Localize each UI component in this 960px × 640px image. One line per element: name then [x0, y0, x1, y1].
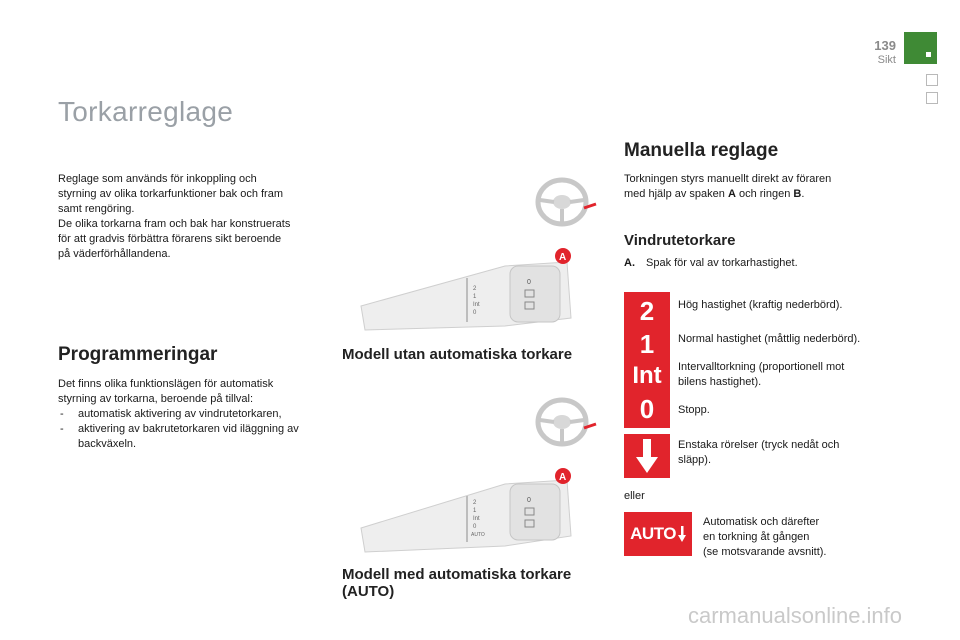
tab-square-icon [926, 52, 931, 57]
intro-text: Reglage som används för inkoppling och styrning av olika torkarfunktioner bak och fram samt rengöring. De olika torkarna fram och bak har konstruerats för att gradvis förbättra förarens sikt beroende på väderförhållandena. [58, 173, 291, 260]
page-title: Torkarreglage [58, 96, 234, 127]
section-name: Sikt [877, 54, 896, 66]
section-tab-empty[interactable] [926, 74, 938, 86]
lever-mark: 1 [473, 508, 477, 514]
manual-heading: Manuella reglage [624, 140, 779, 161]
speed-symbol: Int [632, 362, 662, 390]
speed-symbol: 1 [639, 328, 655, 359]
list-item: - aktivering av bakrutetorkaren vid iläggning av backväxeln. [58, 422, 328, 452]
speed-2-text: Hög hastighet (kraftig nederbörd). [678, 299, 843, 311]
callout-a: A [559, 472, 567, 483]
lever-mark: 0 [473, 524, 477, 530]
speed-symbol: 0 [639, 393, 655, 424]
section-tab-empty[interactable] [926, 92, 938, 104]
lever-mark-auto: AUTO [471, 532, 485, 538]
lever1-caption: Modell utan automatiska torkare [342, 346, 573, 363]
speed-0-text: Stopp. [678, 404, 710, 416]
speed-int-text: Intervalltorkning (proportionell mot bilens hastighet). [678, 361, 845, 388]
ring-mark: 0 [527, 497, 531, 504]
wiper-lever-illustration [355, 248, 595, 338]
lever-mark: 2 [473, 500, 477, 506]
single-wipe-symbol [624, 434, 670, 478]
programming-text: Det finns olika funktionslägen för automatisk styrning av torkarna, beroende på tillval: - automatisk aktivering av vindrutetorkaren, - aktivering av bakrutetorkaren vid iläggning av backväxeln. [58, 377, 328, 452]
manual-text: Torkningen styrs manuellt direkt av föraren med hjälp av spaken A och ringen B. [624, 173, 832, 200]
lever2-caption: Modell med automatiska torkare (AUTO) [342, 566, 572, 600]
lever-mark: 2 [473, 286, 477, 292]
ring-mark: 0 [527, 279, 531, 286]
arrow-down-icon [678, 526, 686, 542]
lever-a-description: Spak för val av torkarhastighet. [646, 257, 798, 269]
single-wipe-text: Enstaka rörelser (tryck nedåt och släpp). [678, 439, 840, 466]
speed-symbol: 2 [639, 296, 655, 326]
or-text: eller [624, 490, 645, 502]
auto-symbol: AUTO [624, 512, 692, 556]
arrow-down-icon [636, 439, 658, 473]
callout-a: A [559, 252, 567, 263]
programming-heading: Programmeringar [58, 344, 218, 365]
steering-wheel-icon [530, 172, 600, 234]
watermark: carmanualsonline.info [688, 603, 903, 628]
wiper-lever-auto-illustration [355, 466, 595, 556]
auto-text: Automatisk och därefter en torkning åt gången (se motsvarande avsnitt). [703, 516, 827, 558]
page-number: 139 [874, 38, 896, 53]
windscreen-heading: Vindrutetorkare [624, 232, 736, 249]
speed-1-text: Normal hastighet (måttlig nederbörd). [678, 333, 861, 345]
section-tab[interactable] [904, 32, 937, 64]
lever-mark: 0 [473, 310, 477, 316]
list-item: - automatisk aktivering av vindrutetorkaren, [58, 407, 328, 422]
steering-wheel-icon [530, 392, 600, 454]
lever-mark: 1 [473, 294, 477, 300]
lever-mark: Int [473, 516, 480, 522]
speed-symbol-column [624, 292, 670, 428]
programming-list [58, 407, 328, 452]
lever-mark: Int [473, 302, 480, 308]
lever-a-label: A. [624, 257, 635, 269]
